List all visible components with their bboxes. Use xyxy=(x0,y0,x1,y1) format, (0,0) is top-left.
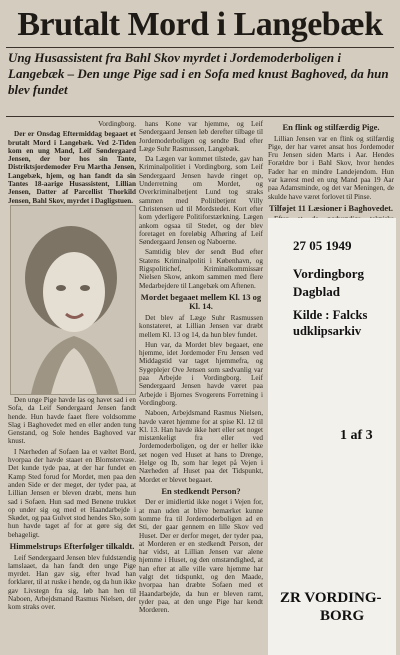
footer-line1: ZR VORDING- xyxy=(280,590,382,606)
paragraph: Hun var, da Mordet blev begaaet, ene hjemme, idet Jordemoder Fru Jensen ved Middagstid var taget hjemmefra, og Sygeplejer Ove Jensen som sædvanlig var paa Arbejde i Vordingborg. Leif Søndergaard Jensen havde været paa Arbejde i Bjornes Svogerens Forretning i Vordingborg. xyxy=(139,340,263,407)
paragraph: Samtidig blev der sendt Bud efter Statens Kriminalpoliti i København, og Rigspolitichef, Kriminalkommissær Nielsen Skow, ankom sammen med flere Medarbejdere til Langebæk om Aftenen. xyxy=(139,248,263,290)
column-1-bottom xyxy=(8,396,136,652)
column-2 xyxy=(139,120,263,652)
paragraph: Naboen, Arbejdsmand Rasmus Nielsen, havde været hjemme for at spise Kl. 12 til Kl. 13. Han havde ikke hørt eller set noget mistænkeligt fra eller ved Jordemoderboligen, og der er heller ikke set nogen ved Huset at hans to Drenge, Helge og Ib, som har leget på Vejen i Nærheden af Huset paa det Tidspunkt, Mordet er blevet begaaet. xyxy=(139,409,263,484)
dateline: Vordingborg. xyxy=(98,120,136,128)
paragraph: Det blev af Læge Suhr Rasmussen konstateret, at Lillian Jensen var dræbt mellem Kl. 13 og 14, da hun blev fundet. xyxy=(139,313,263,339)
paragraph: hans Kone var hjemme, og Leif Søndergaard Jensen løb derefter tilbage til Jordemoderboligen og sendte Bud efter Læge Suhr Rasmussen, Langebæk. xyxy=(139,120,263,153)
newspaper-name-line1: Vordingborg xyxy=(293,266,365,281)
subheading-rule xyxy=(6,116,394,117)
source-line1: Kilde : Falcks xyxy=(293,308,368,322)
paragraph: Leif Søndergaard Jensen blev fuldstændig lamslaaet, da han fandt den unge Pige myrdet. Han gav sig, efter hvad han forklarer, til at ruske i hende, og da hun ikke gav Livstegn fra sig, løb han hen til Naboen, Arbejdsmand Rasmus Nielsen, der kom straks over. xyxy=(8,553,136,612)
paragraph: Der er imidlertid ikke noget i Vejen for, at man uden at blive bemærket kunne komme fra til Jordemoderboligen ad en Sti, der gaar gennem en lille Skov ved Huset. Der er derfor meget, der tyder paa, at Morderen er en stedkendt Person, der har vidst, at Lillian Jensen var alene hjemme i Huset, og den omstændighed, at han efter at alle ville være hjemme har valgt det tidspunkt, og den Maade, hvorpaa han dræbte Sofaen med et Haandarbejde, da hun er bleven ramt, tyder paa, at den unge Pige har kendt Morderen. xyxy=(139,498,263,615)
archive-date: 27 05 1949 xyxy=(293,238,352,253)
section-heading-tilfoejet: Tilføjet 11 Læsioner i Baghovedet. xyxy=(268,202,394,213)
paragraph: Den unge Pige havde las og havet sad i en Sofa, da Leif Søndergaard Jensen fandt hende. Hun havde faaet flere voldsomme Slag i Baghovedet med en eller anden tung Genstand, og Sole hendes Baghoved var knust. xyxy=(8,396,136,446)
portrait-image xyxy=(11,206,135,394)
portrait-photo xyxy=(10,205,136,395)
section-heading-himmelstrup: Himmelstrups Efterfølger tilkaldt. xyxy=(9,541,135,552)
footer-line2: BORG xyxy=(320,608,365,624)
headline-rule xyxy=(6,47,394,48)
column-3 xyxy=(268,120,394,212)
subheading: Ung Husassistent fra Bahl Skov myrdet i Jordemoderboligen i Langebæk – Den unge Pige sad i en Sofa med knust Baghoved, da hun blev fundet xyxy=(8,50,389,97)
source-line2: udklipsarkiv xyxy=(293,324,362,338)
headline: Brutalt Mord i Langebæk xyxy=(17,6,383,43)
section-heading-mordet: Mordet begaaet mellem Kl. 13 og Kl. 14. xyxy=(140,291,262,312)
column-1-top xyxy=(8,120,136,205)
newspaper-name-line2: Dagblad xyxy=(293,284,340,299)
paragraph: Da Lægen var kommet tilstede, gav han Kriminalpolitiet i Vordingborg, som Leif Søndergaard Jensen havde ringet op, Underretning om Mordet, og Overkriminalbetjent Lund tog straks sammen med Politibetjent Villy Christensen ud til Mordstedet. Kort efter kom yderligere Politiforstærkning. Lægen ankom ogsaa til Stedet, og der blev foretaget en foreløbig Afhøring af Leif Søndergaard Jensen og Naboerne. xyxy=(139,155,263,247)
archive-label xyxy=(268,218,396,655)
page-indicator: 1 af 3 xyxy=(340,428,373,443)
section-heading-stedkendt: En stedkendt Person? xyxy=(161,485,241,496)
section-heading-flink: En flink og stilfærdig Pige. xyxy=(282,122,380,132)
lead-paragraph: Der er Onsdag Eftermiddag begaaet et brutalt Mord i Langebæk. Ved 2-Tiden kom en ung Mand, Leif Søndergaard Jensen, der bor hos sin Tante, Distriktsjordemoder Fru Martha Jensen, Langebæk, hjem, og han fandt da sin Tantes 18-aarige Husassistent, Lillian Jensen, Datter af Parcellist Thorkild Jensen, Bahl Skov, myrdet i Dagligstuen. xyxy=(8,130,136,205)
paragraph: Lillian Jensen var en flink og stilfærdig Pige, der har været ansat hos Jordemoder Fru Jensen siden Marts i Aar. Hendes Forældre bor i Bahl Skov, hvor hendes Fader har en mindre Landejendom. Hun var kærest med en ung Mand paa 19 Aar paa Adamsminde, og det var Meningen, de skulde have været forlovet til Pinse. xyxy=(268,134,394,201)
paragraph: I Nærheden af Sofaen laa et væltet Bord, hvorpaa der havde staaet en Blomstervase. Det kunde tyde paa, at der har fundet en Kamp Sted forud for Mordet, men paa den anden Side er der meget, der tyder paa, at Lillian Jensen er bleven dræbt, mens hun sad i Sofaen. Hun sad med Benene trukket op under sig og med et Haandarbejde i Skødet, og paa Gulvet stod hendes Sko, som hun havde taget af for at gøre sig det behageligt. xyxy=(8,447,136,539)
